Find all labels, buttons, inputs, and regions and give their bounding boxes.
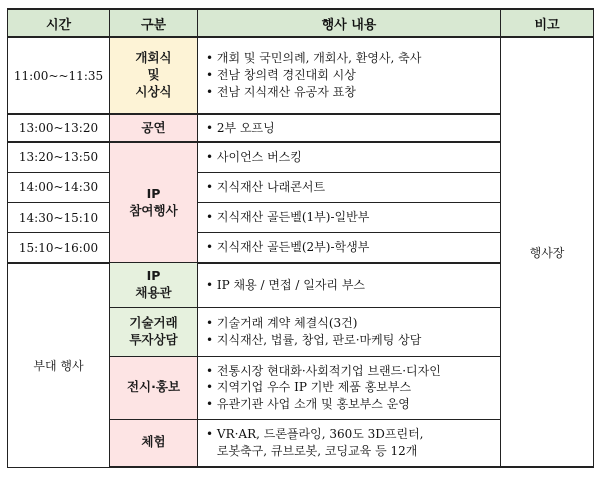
- event-schedule-table: [7, 8, 594, 468]
- content-cell: [198, 203, 501, 233]
- category-line: IP: [146, 185, 161, 201]
- time-cell: 14:30~15:10: [8, 203, 110, 233]
- table-header-row: [8, 9, 594, 37]
- list-item: • 지식재산 골든벨(2부)-학생부: [206, 240, 370, 255]
- category-cell: [110, 419, 198, 467]
- table-row: [8, 37, 594, 114]
- list-item: • 유관기관 사업 소개 및 홍보부스 운영: [206, 397, 410, 412]
- time-cell: 14:00~14:30: [8, 172, 110, 202]
- category-line: 전시·홍보: [126, 379, 181, 395]
- list-item: • 전통시장 현대화·사회적기업 브랜드·디자인: [206, 363, 441, 378]
- list-item: 로봇축구, 큐브로봇, 코딩교육 등 12개: [216, 443, 418, 458]
- list-item: • 개회 및 국민의례, 개회사, 환영사, 축사: [206, 51, 422, 66]
- list-item: • 지식재산 골든벨(1부)-일반부: [206, 210, 370, 225]
- list-item: • 전남 창의력 경진대회 시상: [206, 68, 356, 83]
- category-line: 공연: [141, 119, 166, 135]
- list-item: • 지역기업 우수 IP 기반 제품 홍보부스: [206, 380, 412, 395]
- list-item: • VR·AR, 드론플라잉, 360도 3D프린터,: [206, 426, 424, 441]
- category-line: IP: [146, 268, 161, 284]
- header-category: 구분: [110, 9, 198, 37]
- note-cell: 행사장: [501, 37, 594, 467]
- category-cell: [110, 114, 198, 142]
- list-item: • 전남 지식재산 유공자 표창: [206, 84, 356, 99]
- category-line: 및: [147, 67, 160, 83]
- content-cell: [198, 357, 501, 419]
- category-cell: [110, 142, 198, 263]
- time-cell: 11:00~~11:35: [8, 37, 110, 114]
- time-cell: 13:20~13:50: [8, 142, 110, 172]
- list-item: • 사이언스 버스킹: [206, 150, 302, 165]
- category-cell: [110, 308, 198, 357]
- content-cell: [198, 419, 501, 467]
- category-line: 채용관: [135, 285, 172, 301]
- category-line: 참여행사: [129, 202, 178, 218]
- content-cell: [198, 114, 501, 142]
- content-cell: [198, 37, 501, 114]
- content-cell: [198, 172, 501, 202]
- category-line: 체험: [141, 434, 166, 450]
- list-item: • 지식재산, 법률, 창업, 판로·마케팅 상담: [206, 333, 422, 348]
- list-item: • 기술거래 계약 체결식(3건): [206, 316, 358, 331]
- list-item: • 지식재산 나래콘서트: [206, 180, 326, 195]
- time-cell: 13:00~13:20: [8, 114, 110, 142]
- list-item: • IP 채용 / 면접 / 일자리 부스: [206, 278, 366, 293]
- category-cell: [110, 263, 198, 308]
- category-cell: [110, 357, 198, 419]
- category-line: 투자상담: [129, 332, 178, 348]
- content-cell: [198, 308, 501, 357]
- category-cell: [110, 37, 198, 114]
- content-cell: [198, 142, 501, 172]
- category-line: 개회식: [135, 50, 172, 66]
- category-line: 시상식: [135, 83, 172, 99]
- content-cell: [198, 263, 501, 308]
- list-item: • 2부 오프닝: [206, 120, 275, 135]
- header-note: 비고: [501, 9, 594, 37]
- time-cell: 부대 행사: [8, 263, 110, 467]
- time-cell: 15:10~16:00: [8, 233, 110, 263]
- category-line: 기술거래: [129, 315, 178, 331]
- content-cell: [198, 233, 501, 263]
- header-content: 행사 내용: [198, 9, 501, 37]
- header-time: 시간: [8, 9, 110, 37]
